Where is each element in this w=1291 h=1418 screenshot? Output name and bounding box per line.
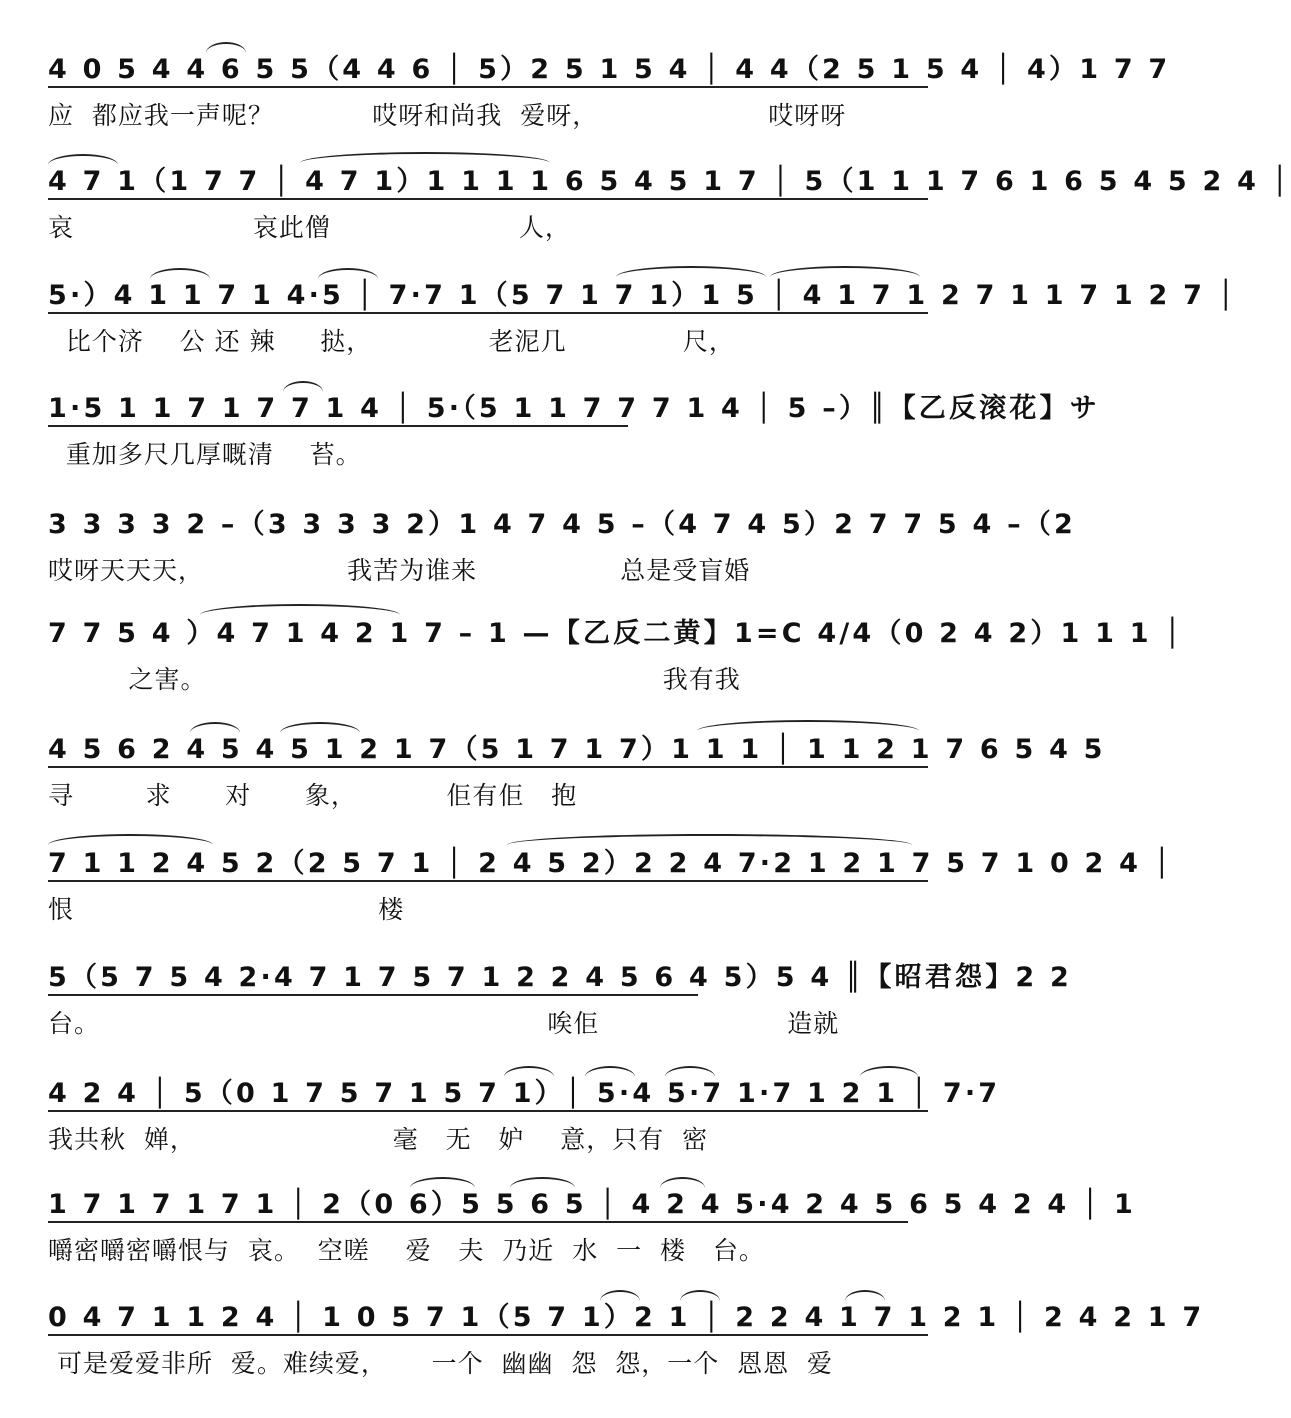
score-system-12 [0, 1298, 1205, 1418]
lyrics-line: 恨 楼 [48, 895, 405, 924]
underline-beam [48, 994, 698, 996]
underline-beam [48, 766, 928, 768]
lyrics-line: 之害。 我有我 [48, 665, 741, 694]
notation-line: 5·）4 1 1 7 1 4·5 │ 7·7 1（5 7 1 7 1）1 5 │ 4 1 7 1 2 7 1 1 7 1 2 7 │ [48, 280, 1238, 311]
score-system-11 [0, 1185, 1137, 1305]
underline-beam [48, 198, 928, 200]
lyrics-line: 台。 唉佢 造就 [48, 1009, 840, 1038]
score-system-7 [0, 730, 1106, 850]
underline-beam [48, 1334, 928, 1336]
lyrics-line: 嚼密嚼密嚼恨与 哀。 空嗟 爱 夫 乃近 水 一 楼 台。 [48, 1236, 765, 1265]
slur [206, 42, 246, 53]
notation-line: 7 1 1 2 4 5 2（2 5 7 1 │ 2 4 5 2）2 2 4 7·2 1 2 1 7 5 7 1 0 2 4 │ [48, 848, 1174, 879]
lyrics-line: 哀 哀此僧 人， [48, 213, 571, 242]
underline-beam [48, 425, 628, 427]
score-system-8 [0, 844, 1174, 964]
score-system-2 [0, 162, 1291, 282]
lyrics-line: 重加多尺几厚嘅清 苔。 [48, 440, 362, 469]
score-system-4 [0, 389, 1101, 509]
lyrics-line: 寻 求 对 象， 佢有佢 抱 [48, 781, 578, 810]
notation-line: 3 3 3 3 2 –（3 3 3 3 2）1 4 7 4 5 –（4 7 4 5）2 7 7 5 4 –（2 [48, 509, 1076, 540]
score-system-9 [0, 958, 1072, 1078]
notation-line: 4 5 6 2 4 5 4 5 1 2 1 7（5 1 7 1 7）1 1 1 │ 1 1 2 1 7 6 5 4 5 [48, 734, 1106, 765]
underline-beam [48, 1221, 908, 1223]
lyrics-line: 应 都应我一声呢？ 哎呀和尚我 爱呀， 哎呀呀 [48, 101, 847, 130]
notation-line: 4 7 1（1 7 7 │ 4 7 1）1 1 1 1 6 5 4 5 1 7 │ 5（1 1 1 7 6 1 6 5 4 5 2 4 │ [48, 166, 1291, 197]
lyrics-line: 比个济 公 还 辣 挞， 老泥几 尺， [48, 327, 735, 356]
notation-line: 1·5 1 1 7 1 7 7 1 4 │ 5·（5 1 1 7 7 7 1 4 │ 5 –）║【乙反滚花】サ [48, 393, 1101, 424]
score-system-6 [0, 614, 1184, 734]
score-system-1 [0, 50, 1171, 170]
notation-line: 1 7 1 7 1 7 1 │ 2（0 6）5 5 6 5 │ 4 2 4 5·4 2 4 5 6 5 4 2 4 │ 1 [48, 1189, 1137, 1220]
lyrics-line: 我共秋 婵， 毫 无 妒 意，只有 密 [48, 1125, 709, 1154]
underline-beam [48, 1110, 928, 1112]
underline-beam [48, 880, 928, 882]
underline-beam [48, 312, 928, 314]
score-system-5 [0, 505, 1076, 625]
score-system-10 [0, 1074, 1001, 1194]
notation-line: 4 0 5 4 4 6 5 5（4 4 6 │ 5）2 5 1 5 4 │ 4 4（2 5 1 5 4 │ 4）1 7 7 [48, 54, 1171, 85]
underline-beam [48, 86, 928, 88]
notation-line: 7 7 5 4 ）4 7 1 4 2 1 7 – 1 —【乙反二黄】1=C 4/4（0 2 4 2）1 1 1 │ [48, 618, 1184, 649]
notation-line: 5（5 7 5 4 2·4 7 1 7 5 7 1 2 2 4 5 6 4 5）5 4 ║【昭君怨】2 2 [48, 962, 1072, 993]
lyrics-line: 哎呀天天天， 我苦为谁来 总是受盲婚 [48, 556, 751, 585]
score-system-3 [0, 276, 1238, 396]
notation-line: 0 4 7 1 1 2 4 │ 1 0 5 7 1（5 7 1）2 1 │ 2 2 4 1 7 1 2 1 │ 2 4 2 1 7 [48, 1302, 1205, 1333]
lyrics-line: 可是爱爱非所 爱。难续爱， 一个 幽幽 怨 怨，一个 恩恩 爱 [48, 1349, 834, 1378]
notation-line: 4 2 4 │ 5（0 1 7 5 7 1 5 7 1）│ 5·4 5·7 1·7 1 2 1 │ 7·7 [48, 1078, 1001, 1109]
